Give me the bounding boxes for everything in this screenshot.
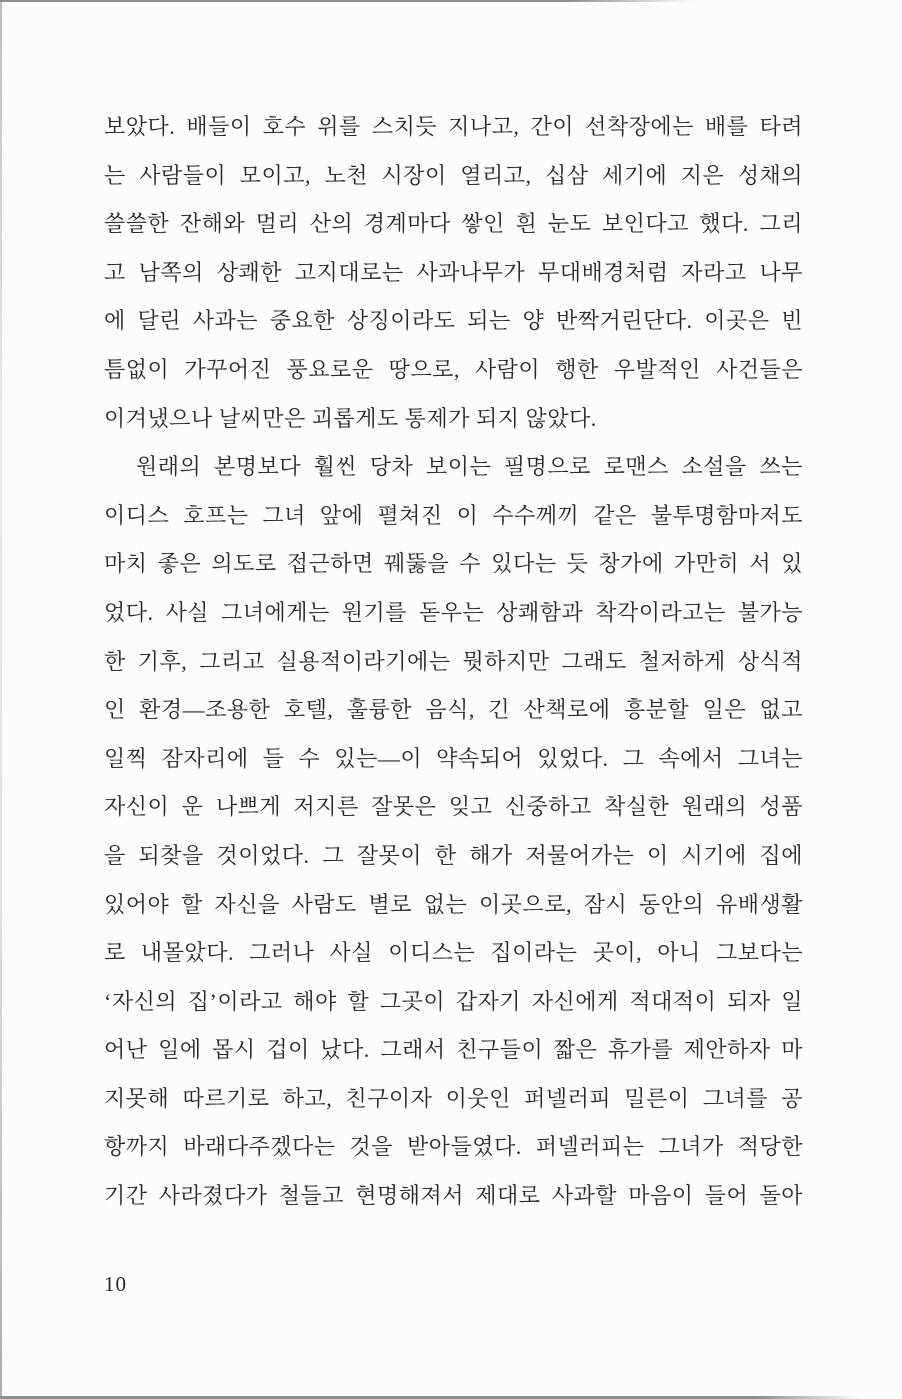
text-line: 인 환경—조용한 호텔, 훌륭한 음식, 긴 산책로에 흥분할 일은 없고 bbox=[104, 697, 803, 723]
page-number: 10 bbox=[104, 1272, 127, 1296]
text-line: 는 사람들이 모이고, 노천 시장이 열리고, 십삼 세기에 지은 성채의 bbox=[104, 162, 803, 188]
text-line: 고 남쪽의 상쾌한 고지대로는 사과나무가 무대배경처럼 자라고 나무 bbox=[104, 259, 803, 285]
text-line: 보았다. 배들이 호수 위를 스치듯 지나고, 간이 선착장에는 배를 타려 bbox=[104, 114, 803, 139]
text-line: 기간 사라졌다가 철들고 현명해져서 제대로 사과할 마음이 들어 돌아 bbox=[104, 1183, 803, 1209]
text-line: ‘자신의 집’이라고 해야 할 그곳이 갑자기 자신에게 적대적이 되자 일 bbox=[104, 988, 803, 1014]
text-line: 일찍 잠자리에 들 수 있는—이 약속되어 있었다. 그 속에서 그녀는 bbox=[104, 745, 803, 771]
text-line: 었다. 사실 그녀에게는 원기를 돋우는 상쾌함과 착각이라고는 불가능 bbox=[104, 599, 803, 625]
scan-edge-top bbox=[0, 0, 693, 2]
text-line: 로 내몰았다. 그러나 사실 이디스는 집이라는 곳이, 아니 그보다는 bbox=[104, 940, 803, 966]
body-text bbox=[104, 103, 803, 1221]
text-line: 지못해 따르기로 하고, 친구이자 이웃인 퍼넬러피 밀른이 그녀를 공 bbox=[104, 1085, 803, 1111]
text-line: 어난 일에 몹시 겁이 났다. 그래서 친구들이 짧은 휴가를 제안하자 마 bbox=[104, 1037, 803, 1063]
text-line: 있어야 할 자신을 사람도 별로 없는 이곳으로, 잠시 동안의 유배생활 bbox=[104, 891, 803, 917]
text-line: 이디스 호프는 그녀 앞에 펼쳐진 이 수수께끼 같은 불투명함마저도 bbox=[104, 502, 803, 528]
text-line: 틈없이 가꾸어진 풍요로운 땅으로, 사람이 행한 우발적인 사건들은 bbox=[104, 356, 803, 382]
text-line: 항까지 바래다주겠다는 것을 받아들였다. 퍼넬러피는 그녀가 적당한 bbox=[104, 1134, 803, 1160]
text-line: 에 달린 사과는 중요한 상징이라도 되는 양 반짝거린단다. 이곳은 빈 bbox=[104, 308, 803, 334]
text-line: 이겨냈으나 날씨만은 괴롭게도 통제가 되지 않았다. bbox=[104, 405, 597, 431]
text-line: 자신이 운 나쁘게 저지른 잘못은 잊고 신중하고 착실한 원래의 성품 bbox=[104, 794, 803, 820]
text-line: 을 되찾을 것이었다. 그 잘못이 한 해가 저물어가는 이 시기에 집에 bbox=[104, 842, 803, 868]
text-line: 한 기후, 그리고 실용적이라기에는 뭣하지만 그래도 철저하게 상식적 bbox=[104, 648, 803, 674]
text-line: 원래의 본명보다 훨씬 당차 보이는 필명으로 로맨스 소설을 쓰는 bbox=[136, 454, 803, 480]
scan-edge-left bbox=[0, 0, 2, 1399]
text-line: 마치 좋은 의도로 접근하면 꿰뚫을 수 있다는 듯 창가에 가만히 서 있 bbox=[104, 551, 803, 577]
text-line: 쓸쓸한 잔해와 멀리 산의 경계마다 쌓인 흰 눈도 보인다고 했다. 그리 bbox=[104, 211, 803, 237]
